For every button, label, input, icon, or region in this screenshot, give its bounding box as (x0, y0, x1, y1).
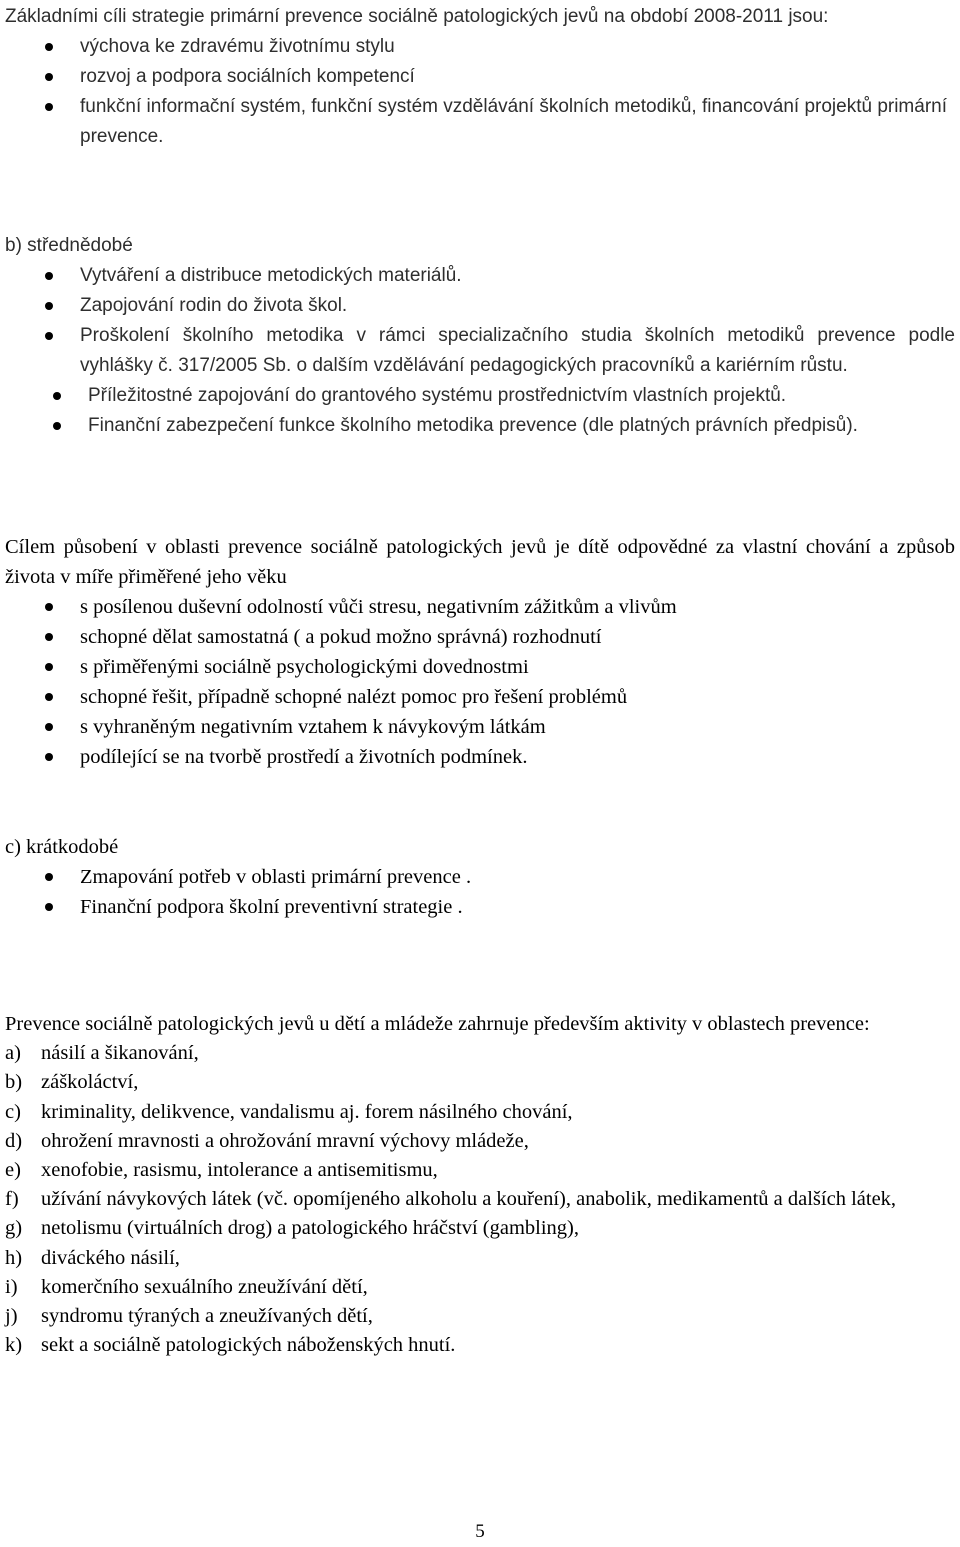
list-item: h) diváckého násilí, (5, 1246, 180, 1269)
bullet-icon (45, 663, 53, 671)
strategy-goals-section (5, 2, 955, 152)
bullet-icon (45, 272, 53, 280)
short-term-list (5, 862, 955, 922)
list-item: rozvoj a podpora sociálních kompetencí (5, 62, 955, 92)
bullet-icon (45, 73, 53, 81)
list-item: Proškolení školního metodika v rámci specializačního studia školních metodiků prevence podle vyhlášky č. 317/2005 Sb. o dalším vzdělávání pedagogických pracovníků a kariérním růstu. (5, 321, 955, 381)
medium-term-heading: b) střednědobé (5, 235, 133, 256)
prevention-areas-list (5, 1039, 955, 1360)
list-item: Finanční podpora školní preventivní strategie . (5, 892, 955, 922)
bullet-icon (45, 723, 53, 731)
list-item: Zapojování rodin do života škol. (5, 291, 955, 321)
bullet-icon (45, 103, 53, 111)
list-item: s přiměřenými sociálně psychologickými dovednostmi (5, 652, 955, 682)
prevention-aim-section (5, 532, 955, 772)
list-item: Zmapování potřeb v oblasti primární prevence . (5, 862, 955, 892)
list-item: Finanční zabezpečení funkce školního metodika prevence (dle platných právních předpisů). (5, 411, 955, 441)
bullet-icon (53, 422, 61, 430)
medium-term-list-2 (5, 381, 955, 441)
list-item: schopné dělat samostatná ( a pokud možno správná) rozhodnutí (5, 622, 955, 652)
list-item: funkční informační systém, funkční systém vzdělávání školních metodiků, financování projektů primární prevence. (5, 92, 955, 152)
short-term-heading: c) krátkodobé (5, 836, 119, 858)
list-item: a) násilí a šikanování, (5, 1042, 199, 1065)
bullet-icon (45, 693, 53, 701)
prevention-aim-intro: Cílem působení v oblasti prevence sociálně patologických jevů je dítě odpovědné za vlastní chování a způsob života v míře přiměřené jeho věku (5, 536, 955, 588)
bullet-icon (53, 392, 61, 400)
list-item: podílející se na tvorbě prostředí a životních podmínek. (5, 742, 955, 772)
bullet-icon (45, 43, 53, 51)
list-item: c) kriminality, delikvence, vandalismu aj. forem násilného chování, (5, 1100, 573, 1123)
strategy-goals-intro: Základními cíli strategie primární prevence sociálně patologických jevů na období 2008-2011 jsou: (5, 6, 829, 27)
prevention-areas-intro: Prevence sociálně patologických jevů u dětí a mládeže zahrnuje především aktivity v oblastech prevence: (5, 1013, 870, 1035)
list-item: Vytváření a distribuce metodických materiálů. (5, 261, 955, 291)
list-item: b) záškoláctví, (5, 1071, 139, 1094)
list-item: k) sekt a sociálně patologických náboženských hnutí. (5, 1334, 456, 1357)
list-item: f) užívání návykových látek (vč. opomíjeného alkoholu a kouření), anabolik, medikamentů a dalších látek, (5, 1188, 897, 1211)
bullet-icon (45, 903, 53, 911)
bullet-icon (45, 302, 53, 310)
short-term-section (5, 832, 955, 922)
prevention-areas-section (5, 1010, 955, 1360)
list-item: s vyhraněným negativním vztahem k návykovým látkám (5, 712, 955, 742)
bullet-icon (45, 753, 53, 761)
list-item: d) ohrožení mravnosti a ohrožování mravní výchovy mládeže, (5, 1129, 529, 1152)
medium-term-list (5, 261, 955, 381)
list-item: výchova ke zdravému životnímu stylu (5, 32, 955, 62)
list-item: i) komerčního sexuálního zneužívání dětí, (5, 1275, 368, 1298)
strategy-goals-list (5, 32, 955, 152)
bullet-icon (45, 873, 53, 881)
bullet-icon (45, 633, 53, 641)
list-item: Příležitostné zapojování do grantového systému prostřednictvím vlastních projektů. (5, 381, 955, 411)
list-item: g) netolismu (virtuálních drog) a patologického hráčství (gambling), (5, 1217, 579, 1240)
list-item: schopné řešit, případně schopné nalézt pomoc pro řešení problémů (5, 682, 955, 712)
bullet-icon (45, 332, 53, 340)
list-item: s posílenou duševní odolností vůči stresu, negativním zážitkům a vlivům (5, 592, 955, 622)
medium-term-section (5, 231, 955, 441)
bullet-icon (45, 603, 53, 611)
prevention-aim-list (5, 592, 955, 772)
page-number: 5 (475, 1521, 485, 1542)
list-item: e) xenofobie, rasismu, intolerance a antisemitismu, (5, 1159, 438, 1182)
list-item: j) syndromu týraných a zneužívaných dětí, (5, 1305, 373, 1328)
